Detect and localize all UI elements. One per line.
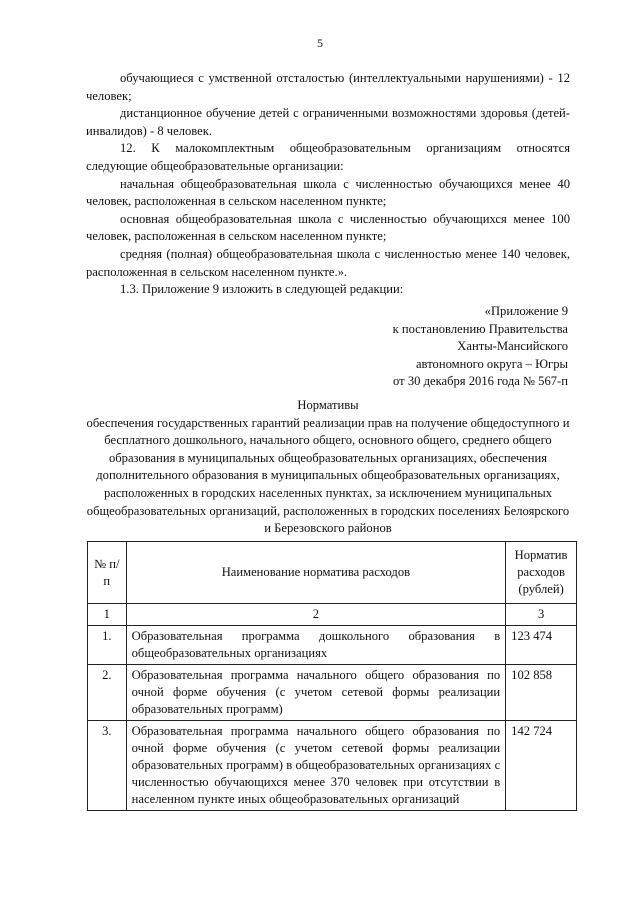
- approval-line: от 30 декабря 2016 года № 567-п: [393, 374, 568, 389]
- norms-heading: Нормативы: [297, 398, 359, 412]
- row-value: 123 474: [506, 626, 577, 665]
- header-number: № п/п: [88, 542, 127, 604]
- approval-line: автономного округа – Югры: [415, 356, 568, 371]
- page-number: 5: [317, 36, 323, 50]
- table-row: [88, 626, 577, 665]
- row-name: Образовательная программа дошкольного образования в общеобразовательных организациях: [126, 626, 506, 665]
- approval-line: к постановлению Правительства: [392, 321, 568, 336]
- row-name: Образовательная программа начального общего образования по очной форме обучения (с учетом сетевой формы реализации образовательных программ): [126, 665, 506, 721]
- column-number: 3: [506, 604, 577, 626]
- table-row: [88, 665, 577, 721]
- row-number: 1.: [88, 626, 127, 665]
- norms-table: [87, 541, 577, 811]
- row-value: 142 724: [506, 721, 577, 811]
- paragraph: основная общеобразовательная школа с численностью обучающихся менее 100 человек, расположенная в сельском населенном пункте;: [86, 211, 570, 244]
- paragraph: 1.3. Приложение 9 изложить в следующей редакции:: [120, 282, 404, 297]
- header-value: Норматив расходов (рублей): [506, 542, 577, 604]
- norms-title: [86, 397, 570, 538]
- row-name: Образовательная программа начального общего образования по очной форме обучения (с учетом сетевой формы реализации образовательных программ) в общеобразовательных организациях с численностью обучающихся менее 370 человек при отсутствии в населенном пункте иных общеобразовательных организаций: [126, 721, 506, 811]
- norms-subtitle: обеспечения государственных гарантий реализации прав на получение общедоступного и бесплатного дошкольного, начального общего, основного общего, среднего общего образования в муниципальных общеобразовательных организациях, обеспечения дополнительного образования в муниципальных общеобразовательных организациях, расположенных в городских населенных пунктах, за исключением муниципальных общеобразовательных организаций, расположенных в городских поселениях Белоярского и Березовского районов: [86, 415, 570, 536]
- row-number: 3.: [88, 721, 127, 811]
- body-text: [86, 70, 570, 299]
- column-number: 1: [88, 604, 127, 626]
- paragraph: средняя (полная) общеобразовательная школа с численностью менее 140 человек, расположенная в сельском населенном пункте.».: [86, 246, 570, 279]
- paragraph: обучающиеся с умственной отсталостью (интеллектуальными нарушениями) - 12 человек;: [86, 71, 570, 103]
- approval-line: Ханты-Мансийского: [457, 339, 568, 354]
- paragraph: дистанционное обучение детей с ограниченными возможностями здоровья (детей-инвалидов) - 8 человек.: [86, 106, 570, 138]
- approval-stamp: [393, 303, 568, 391]
- column-number: 2: [126, 604, 506, 626]
- column-number-row: [88, 604, 577, 626]
- table-row: [88, 721, 577, 811]
- row-value: 102 858: [506, 665, 577, 721]
- table-header-row: [88, 542, 577, 604]
- row-number: 2.: [88, 665, 127, 721]
- approval-line: «Приложение 9: [484, 304, 568, 318]
- paragraph: 12. К малокомплектным общеобразовательным организациям относятся следующие общеобразовательные организации:: [86, 141, 570, 173]
- paragraph: начальная общеобразовательная школа с численностью обучающихся менее 40 человек, расположенная в сельском населенном пункте;: [86, 176, 570, 209]
- header-name: Наименование норматива расходов: [126, 542, 506, 604]
